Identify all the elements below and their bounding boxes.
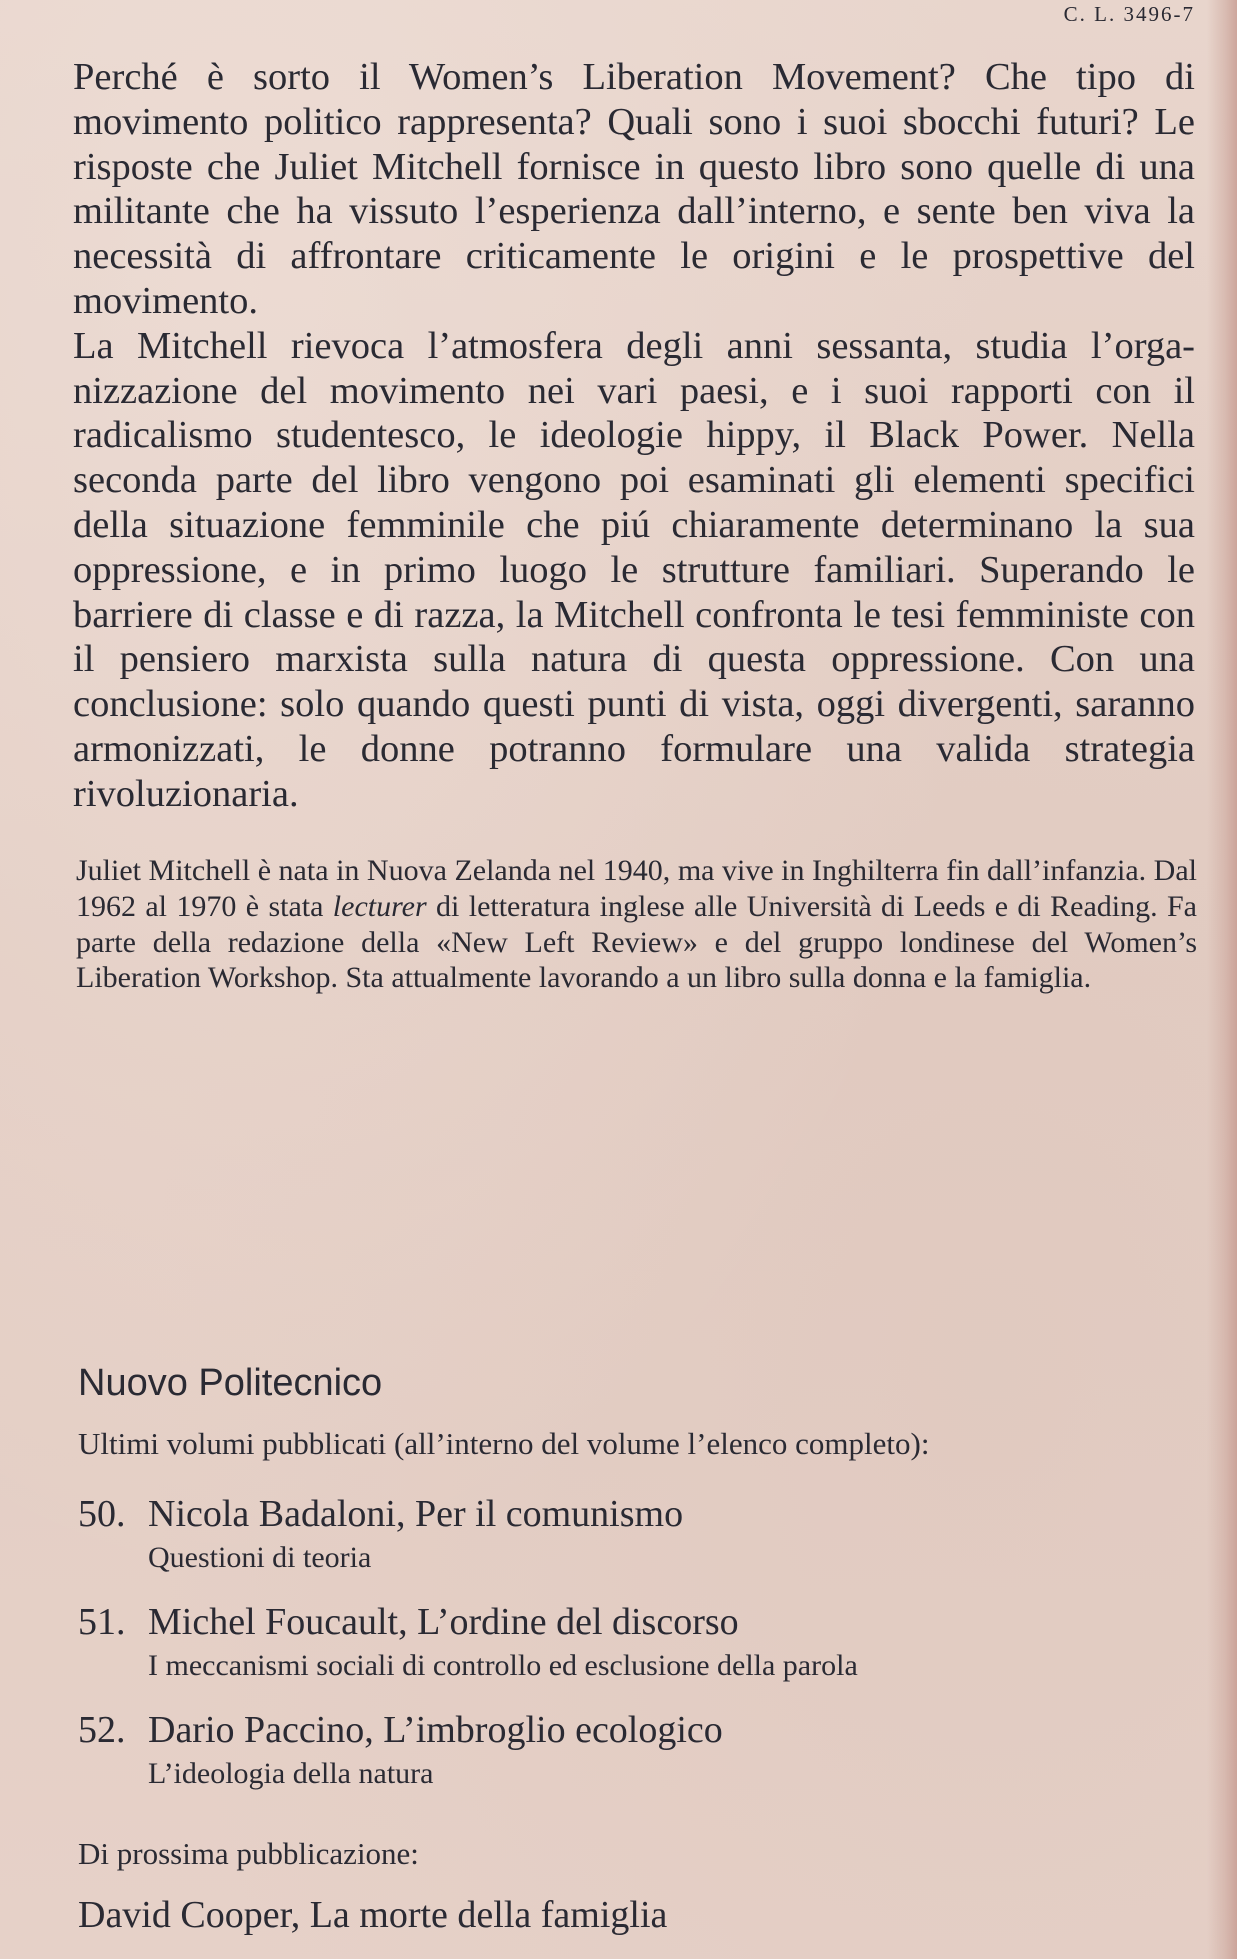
volume-item	[78, 1598, 1178, 1686]
catalog-code: C. L. 3496-7	[1063, 2, 1195, 26]
volume-list	[78, 1490, 1178, 1814]
volume-subtitle: Questioni di teoria	[148, 1541, 372, 1574]
volume-subtitle: L’ideologia della natura	[148, 1757, 434, 1790]
author-bio-lecturer: lecturer	[332, 889, 427, 923]
volume-title: Michel Foucault, L’ordine del discorso	[148, 1601, 739, 1643]
volume-item	[78, 1490, 1178, 1578]
page-edge-shadow	[1207, 0, 1237, 1959]
forthcoming-label: Di prossima pubblicazione:	[78, 1836, 419, 1871]
author-bio	[76, 853, 1197, 996]
volume-title: Nicola Badaloni, Per il comunismo	[148, 1493, 684, 1535]
volume-title: Dario Paccino, L’imbroglio ecologico	[148, 1709, 723, 1751]
blurb	[73, 55, 1195, 817]
volume-line	[78, 1490, 1178, 1538]
volume-line	[78, 1706, 1178, 1754]
series-title: Nuovo Politecnico	[78, 1362, 383, 1404]
author-bio-part-2: di letteratura inglese alle Università di Leeds e di Reading. Fa parte della redazione della «New Left Review» e del gruppo londinese del Women’s Liberation Workshop. Sta attualmente lavorando a un libro sulla donna e la famiglia.	[76, 889, 1197, 995]
blurb-paragraph-2: La Mitchell rievoca l’atmosfera degli anni sessanta, studia l’organizzazione del movimento nei vari paesi, e i suoi rapporti con il radicalismo studentesco, le ideologie hippy, il Black Power. Nella seconda parte del libro vengono poi esaminati gli elementi specifici della situazione femminile che piú chiaramente determinano la sua oppressione, e in primo luogo le strutture familiari. Superando le barriere di classe e di razza, la Mitchell confronta le tesi femministe con il pensiero marxista sulla natura di questa oppressione. Con una conclusione: solo quando questi punti di vista, oggi divergenti, saranno armonizzati, le donne potranno formulare una valida strategia rivoluzionaria.	[73, 324, 1195, 815]
author-bio-part-1: Juliet Mitchell è nata in Nuova Zelanda nel 1940, ma vive in Inghilterra fin dall’infanzia. Dal 1962 al 1970 è stata	[76, 854, 1197, 923]
forthcoming-title: David Cooper, La morte della famiglia	[78, 1894, 668, 1936]
volume-number: 50.	[78, 1493, 126, 1535]
volume-line	[78, 1598, 1178, 1646]
volume-number: 52.	[78, 1709, 126, 1751]
blurb-paragraph-1: Perché è sorto il Women’s Liberation Movement? Che tipo di movimento politico rappresenta? Quali sono i suoi sbocchi futuri? Le risposte che Juliet Mitchell fornisce in questo libro sono quelle di una militante che ha vissuto l’esperienza dall’interno, e sente ben viva la necessità di affrontare criticamente le origini e le prospettive del movimento.	[73, 56, 1195, 322]
volume-number: 51.	[78, 1601, 126, 1643]
series-subtitle: Ultimi volumi pubblicati (all’interno del volume l’elenco completo):	[78, 1426, 930, 1461]
volume-item	[78, 1706, 1178, 1794]
volume-subtitle: I meccanismi sociali di controllo ed esclusione della parola	[148, 1649, 858, 1682]
author-bio-text	[76, 853, 1197, 996]
